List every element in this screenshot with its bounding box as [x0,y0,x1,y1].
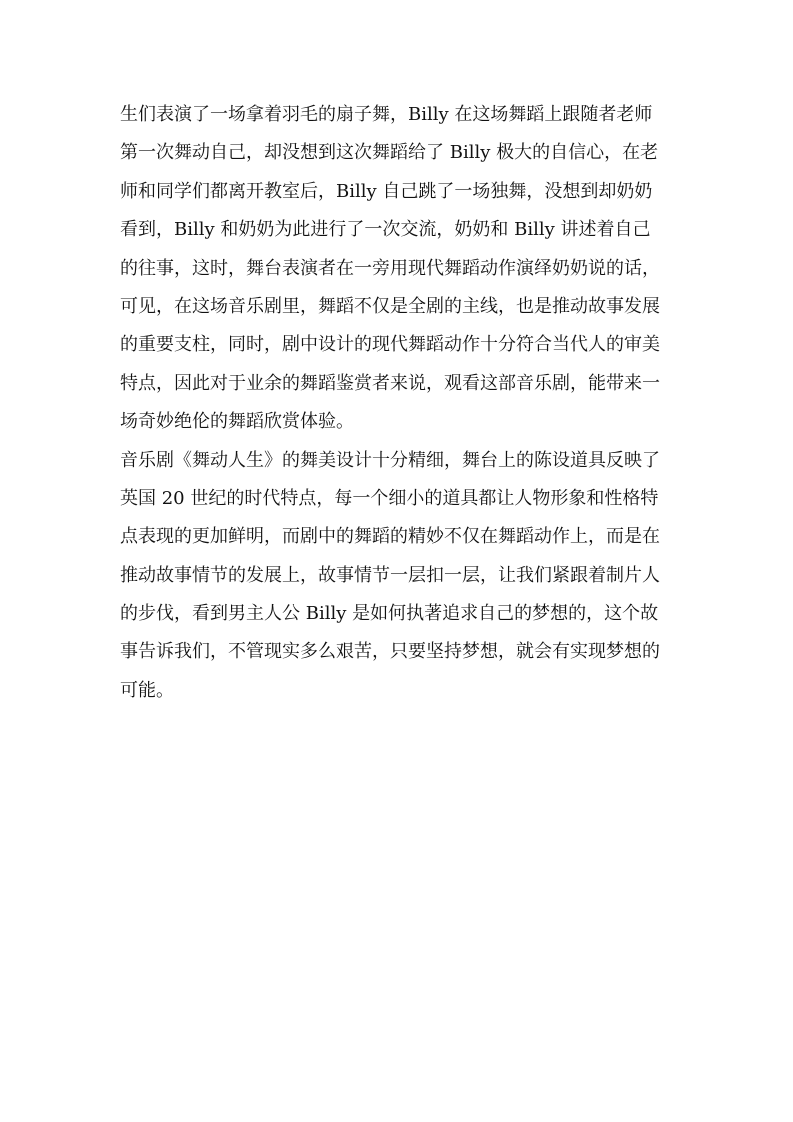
text-line: 点表现的更加鲜明，而剧中的舞蹈的精妙不仅在舞蹈动作上，而是在 [120,526,660,548]
text-line: 生们表演了一场拿着羽毛的扇子舞，Billy 在这场舞蹈上跟随者老师 [120,104,653,125]
text-line: 可见，在这场音乐剧里，舞蹈不仅是全剧的主线，也是推动故事发展 [120,295,660,317]
text-line: 推动故事情节的发展上，故事情节一层扣一层，让我们紧跟着制片人 [120,564,660,586]
text-line: 的重要支柱，同时，剧中设计的现代舞蹈动作十分符合当代人的审美 [120,334,660,356]
text-line: 英国 20 世纪的时代特点，每一个细小的道具都让人物形象和性格特 [120,487,659,509]
body-text [120,96,680,710]
text-line: 可能。 [120,679,174,701]
text-line: 音乐剧《舞动人生》的舞美设计十分精细，舞台上的陈设道具反映了 [120,449,660,471]
text-line: 特点，因此对于业余的舞蹈鉴赏者来说，观看这部音乐剧，能带来一 [120,372,660,394]
text-line: 的往事，这时，舞台表演者在一旁用现代舞蹈动作演绎奶奶说的话， [120,257,660,279]
text-line: 场奇妙绝伦的舞蹈欣赏体验。 [120,411,354,433]
text-line: 师和同学们都离开教室后，Billy 自己跳了一场独舞，没想到却奶奶 [120,180,653,202]
text-line: 第一次舞动自己，却没想到这次舞蹈给了 Billy 极大的自信心，在老 [120,142,659,164]
text-line: 的步伐，看到男主人公 Billy 是如何执著追求自己的梦想的，这个故 [120,603,659,625]
text-line: 看到，Billy 和奶奶为此进行了一次交流，奶奶和 Billy 讲述着自己 [120,219,651,241]
text-line: 事告诉我们，不管现实多么艰苦，只要坚持梦想，就会有实现梦想的 [120,641,660,663]
